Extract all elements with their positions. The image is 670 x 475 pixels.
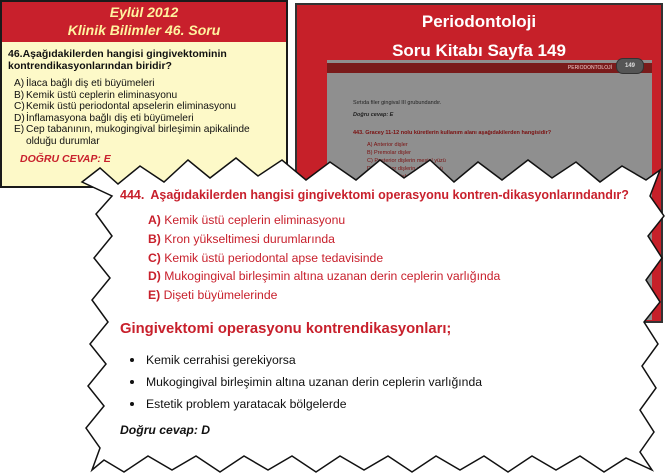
exam-card-title: Eylül 2012 [109,4,179,20]
exam-option: E) Cep tabanının, mukogingival birleşimin apikalinde olduğu durumlar [14,124,250,147]
exam-option: C) Kemik üstü periodontal apselerin eliminasyonu [14,101,237,112]
scan-header-label: PERIODONTOLOJİ [567,65,612,71]
contraindications-list [130,349,640,415]
bullet-icon [130,358,134,362]
book-subtitle: Soru Kitabı Sayfa 149 [392,41,566,60]
zoom-option: A) Kemik üstü ceplerin eliminasyonu [148,213,346,227]
exam-option: B) Kemik üstü ceplerin eliminasyonu [14,89,178,101]
exam-correct-answer: DOĞRU CEVAP: E [20,153,111,165]
bullet-item: Mukogingival birleşimin altına uzanan derin ceplerin varlığında [130,371,640,393]
bullet-icon [130,402,134,406]
bullet-item: Estetik problem yaratacak bölgelerde [130,393,640,415]
zoom-option: C) Kemik üstü periodontal apse tedavisinde [148,250,384,265]
scan-option: B) Premolar dişler [367,150,412,156]
exam-option: A) İlaca bağlı diş eti büyümeleri [14,78,155,89]
scan-option: D) Posterior dişlerin distal yüzü [367,166,443,172]
zoom-options-list [148,211,640,305]
zoom-question-number: 444. [120,188,145,202]
bullet-icon [130,380,134,384]
zoomed-question-panel [120,187,640,437]
zoom-option: B) Kron yükseltimesi durumlarında [148,231,335,246]
zoom-correct-answer: Doğru cevap: D [120,422,211,437]
scan-option: C) Posterior dişlerin mesial yüzü [367,158,446,164]
zoom-option: E) Dişeti büyümelerinde [148,288,278,303]
bullet-item: Kemik cerrahisi gerekiyorsa [130,349,640,371]
exam-question-text: 46.Aşağıdakilerden hangisi gingivektominin kontrendikasyonlarından biridir? [8,48,227,72]
exam-card-subtitle: Klinik Bilimler 46. Soru [67,22,221,38]
exam-option: D) İnflamasyona bağlı diş eti büyümeleri [14,112,194,124]
zoom-question [120,187,640,203]
scan-page-badge: 149 [616,58,644,74]
scan-option: A) Anterior dişler [367,142,408,148]
zoom-option: D) Mukogingival birleşimin altına uzanan derin ceplerin varlığında [148,269,501,284]
scan-answer: Doğru cevap: E [353,112,394,118]
contraindications-heading: Gingivektomi operasyonu kontrendikasyonları; [120,320,452,337]
scan-question: 443. Gracey 11-12 nolu küretlerin kullanım alanı aşağıdakilerden hangisidir? [353,130,552,136]
zoom-question-text: Aşağıdakilerden hangisi gingivektomi operasyonu kontren-dikasyonlarındandır? [150,188,629,202]
scan-text-line: Sırtıda filer gingival III grubundandır. [353,100,442,106]
book-title: Periodontoloji [421,12,537,31]
